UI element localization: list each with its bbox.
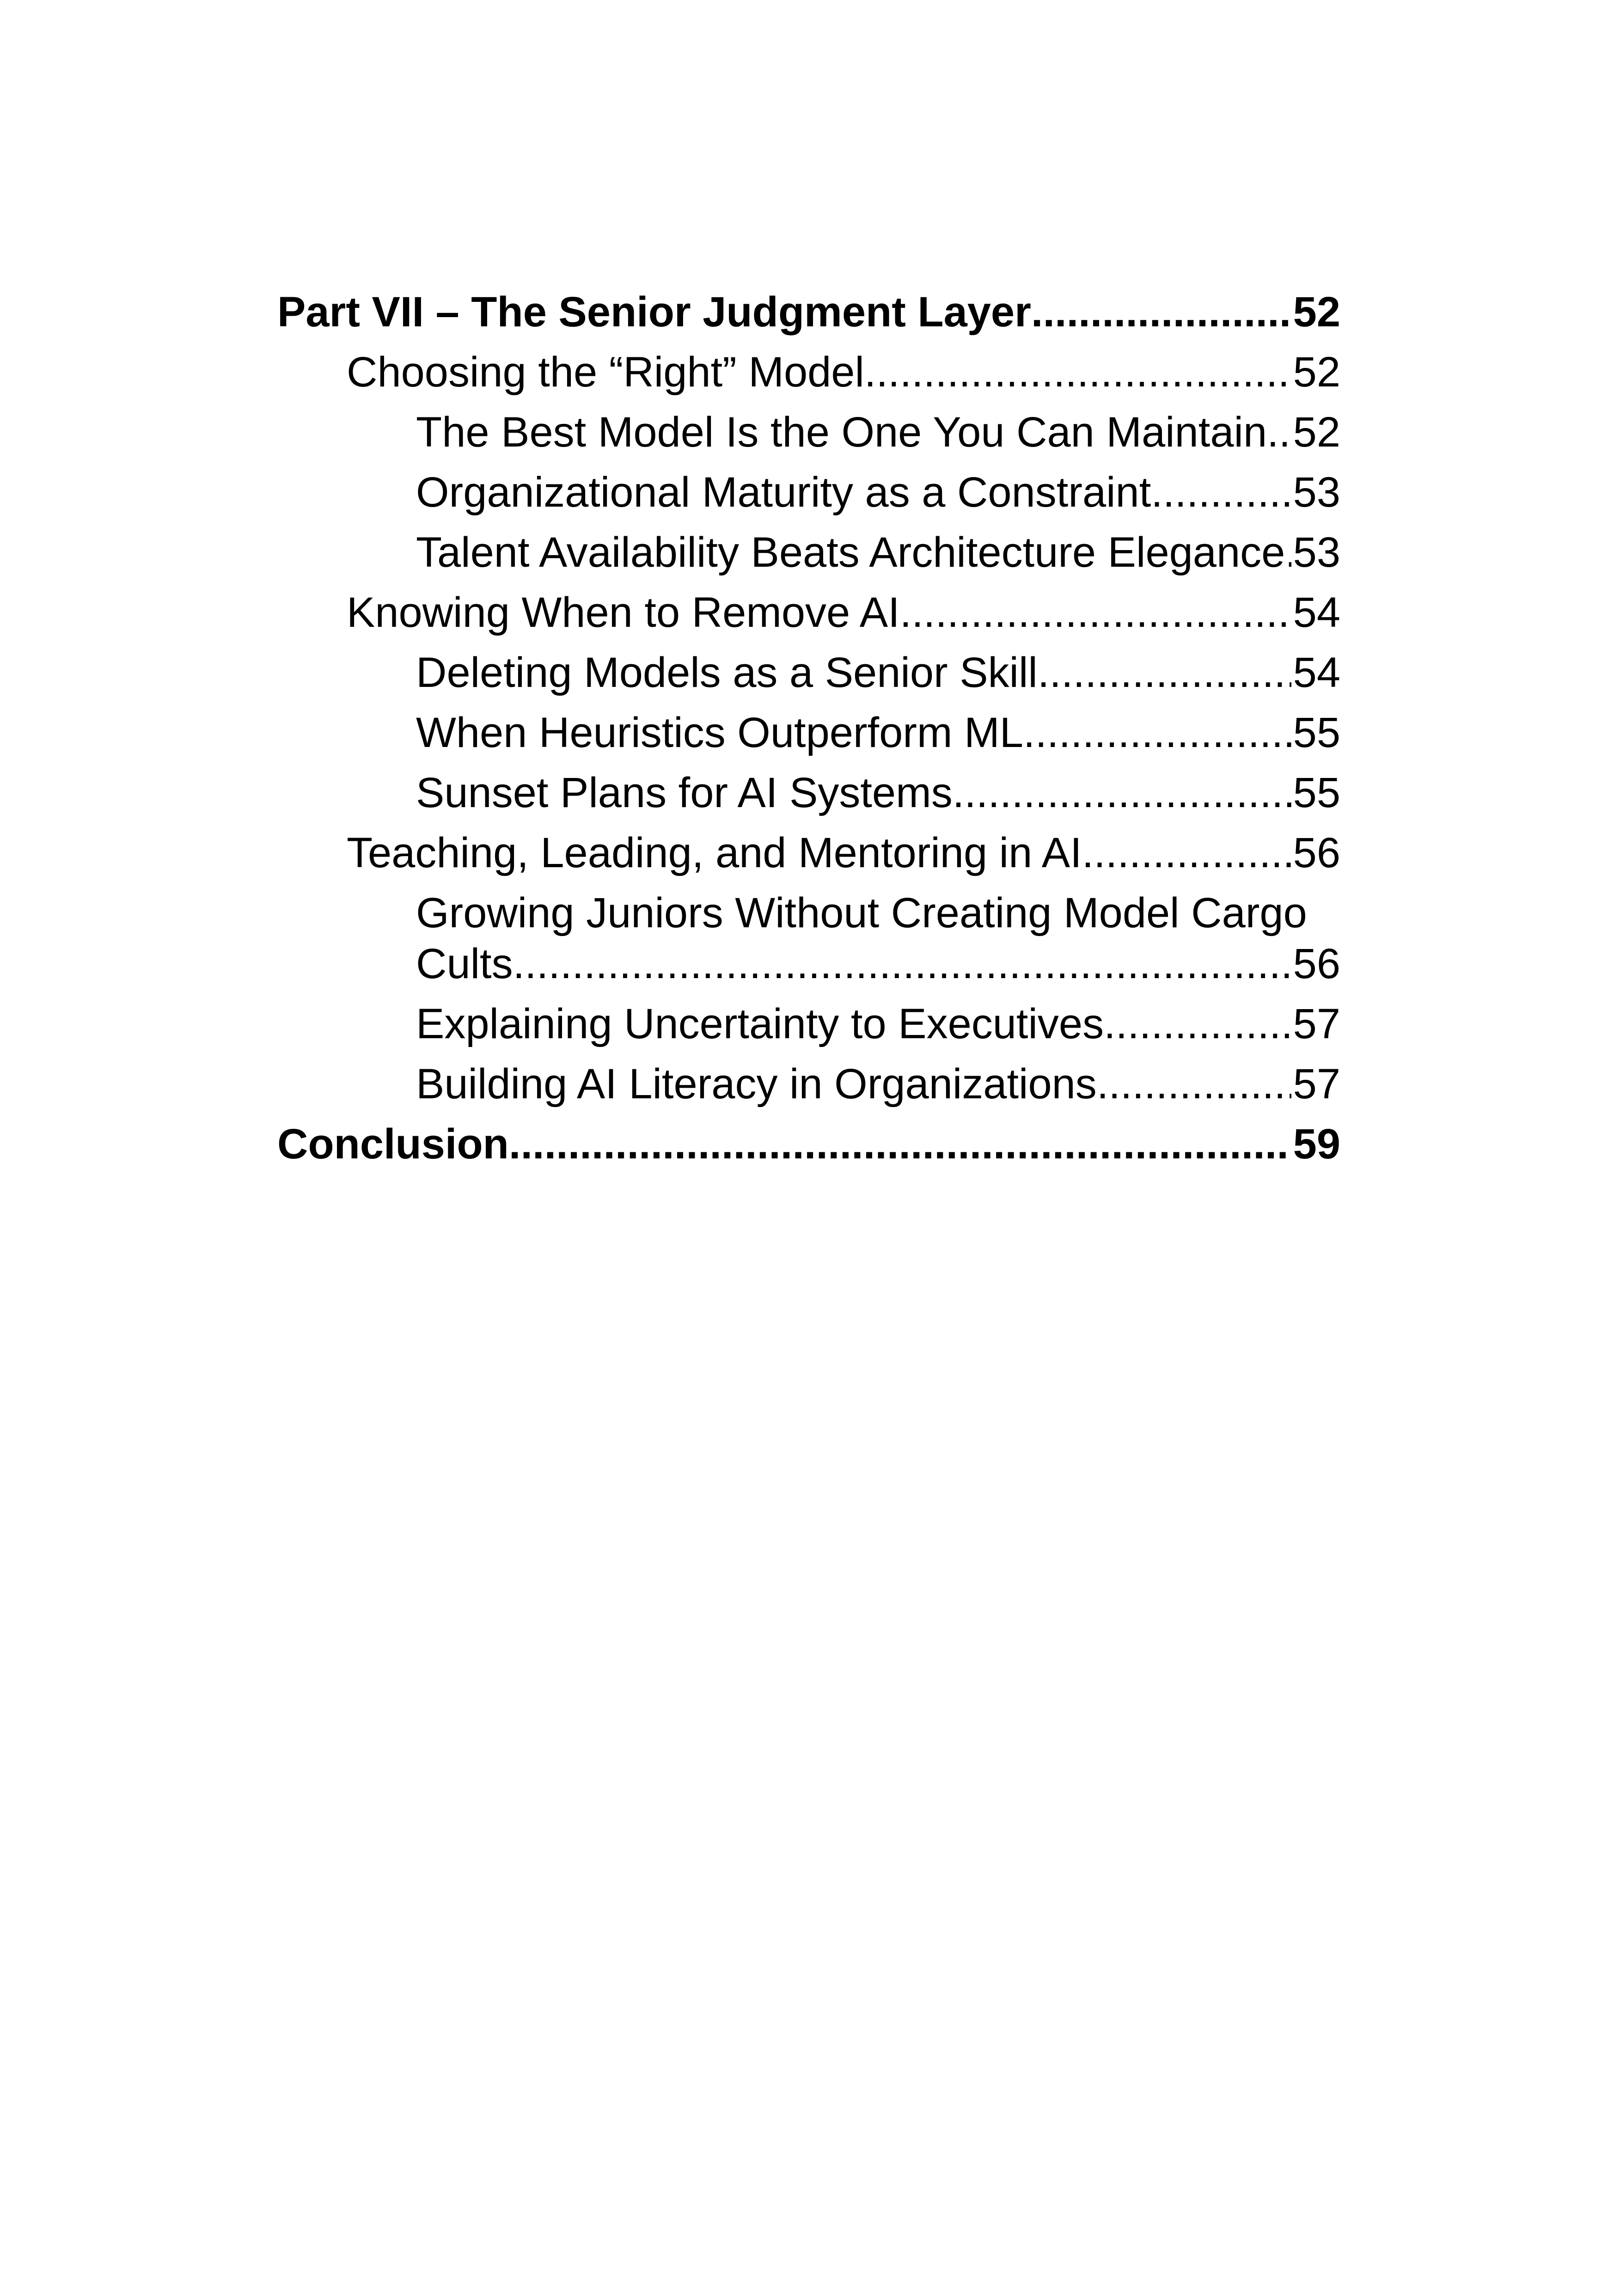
toc-entry-heuristics-outperform-ml[interactable] bbox=[277, 703, 1340, 763]
toc-entry-title: The Best Model Is the One You Can Maintain bbox=[416, 409, 1267, 456]
toc-entry-page: 56 bbox=[1293, 829, 1340, 876]
toc-entry-title: Conclusion bbox=[277, 1120, 509, 1168]
dot-leader bbox=[509, 1114, 1291, 1174]
toc-entry-page: 59 bbox=[1293, 1120, 1340, 1168]
toc-entry-page: 54 bbox=[1293, 649, 1340, 696]
dot-leader bbox=[900, 582, 1291, 643]
dot-leader bbox=[1151, 462, 1291, 522]
toc-entry-page: 55 bbox=[1293, 709, 1340, 756]
toc-entry-title: When Heuristics Outperform ML bbox=[416, 709, 1023, 756]
toc-entry-title: Deleting Models as a Senior Skill bbox=[416, 649, 1038, 696]
toc-entry-explaining-uncertainty[interactable] bbox=[277, 994, 1340, 1054]
toc-entry-conclusion[interactable] bbox=[277, 1114, 1340, 1174]
toc-entry-deleting-models[interactable] bbox=[277, 643, 1340, 703]
toc-entry-title: Explaining Uncertainty to Executives bbox=[416, 1000, 1104, 1047]
toc-entry-title: Building AI Literacy in Organizations bbox=[416, 1060, 1097, 1108]
toc-entry-title: Knowing When to Remove AI bbox=[347, 589, 900, 636]
dot-leader bbox=[1031, 282, 1291, 342]
dot-leader bbox=[1104, 994, 1291, 1054]
toc-entry-building-ai-literacy[interactable] bbox=[277, 1054, 1340, 1114]
toc-entry-sunset-plans[interactable] bbox=[277, 763, 1340, 823]
toc-entry-page: 53 bbox=[1293, 529, 1340, 576]
toc-entry-title-line1: Growing Juniors Without Creating Model Cargo bbox=[416, 889, 1307, 937]
toc-entry-growing-juniors[interactable] bbox=[277, 883, 1340, 994]
toc-entry-page: 53 bbox=[1293, 469, 1340, 516]
dot-leader bbox=[953, 763, 1291, 823]
toc-entry-page: 54 bbox=[1293, 589, 1340, 636]
toc-entry-choosing-right-model[interactable] bbox=[277, 342, 1340, 402]
toc-entry-knowing-when-remove-ai[interactable] bbox=[277, 582, 1340, 643]
dot-leader bbox=[1267, 402, 1291, 462]
dot-leader bbox=[1023, 703, 1291, 763]
toc-entry-title: Organizational Maturity as a Constraint bbox=[416, 469, 1151, 516]
toc-entry-page: 52 bbox=[1293, 288, 1340, 336]
toc-entry-page: 56 bbox=[1293, 940, 1340, 987]
toc-entry-page: 52 bbox=[1293, 349, 1340, 396]
toc-entry-title: Teaching, Leading, and Mentoring in AI bbox=[347, 829, 1082, 876]
toc-entry-page: 52 bbox=[1293, 409, 1340, 456]
toc-entry-page: 55 bbox=[1293, 769, 1340, 816]
toc-entry-title: Part VII – The Senior Judgment Layer bbox=[277, 288, 1031, 336]
toc-entry-talent-availability[interactable] bbox=[277, 522, 1340, 582]
toc-entry-page: 57 bbox=[1293, 1000, 1340, 1047]
dot-leader bbox=[513, 938, 1291, 989]
toc-entry-title: Choosing the “Right” Model bbox=[347, 349, 864, 396]
toc-entry-best-model-maintain[interactable] bbox=[277, 402, 1340, 462]
toc-entry-title: Cults bbox=[416, 940, 513, 987]
dot-leader bbox=[1285, 522, 1291, 582]
dot-leader bbox=[1097, 1054, 1291, 1114]
dot-leader bbox=[1038, 643, 1291, 703]
toc-entry-page: 57 bbox=[1293, 1060, 1340, 1108]
toc-entry-title: Sunset Plans for AI Systems bbox=[416, 769, 953, 816]
toc-entry-part-vii[interactable] bbox=[277, 282, 1340, 342]
toc-entry-teaching-leading-mentoring[interactable] bbox=[277, 823, 1340, 883]
toc-entry-organizational-maturity[interactable] bbox=[277, 462, 1340, 522]
dot-leader bbox=[864, 342, 1291, 402]
toc-entry-title: Talent Availability Beats Architecture Elegance bbox=[416, 529, 1285, 576]
dot-leader bbox=[1082, 823, 1291, 883]
table-of-contents bbox=[277, 282, 1340, 1174]
